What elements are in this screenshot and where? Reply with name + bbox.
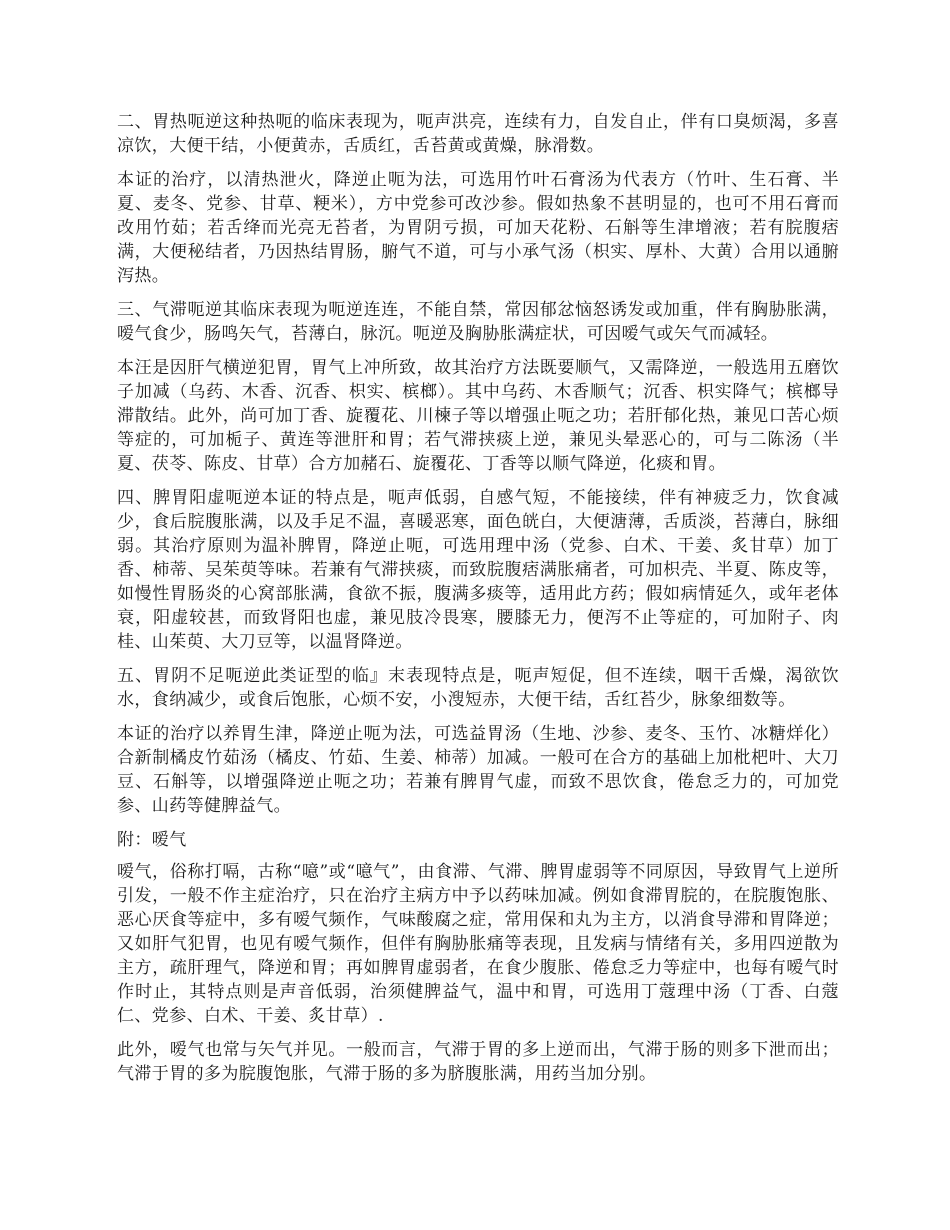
paragraph-qi-stagnation-treatment: 本汪是因肝气横逆犯胃，胃气上冲所致，故其治疗方法既要顺气，又需降逆，一般选用五磨饮子加减（乌药、木香、沉香、枳实、槟榔）。其中乌药、木香顺气；沉香、枳实降气；槟榔导滞散结。此外，尚可加丁香、旋覆花、川楝子等以增强止呃之功；若肝郁化热，兼见口苦心烦等症的，可加栀子、黄连等泄肝和胃；若气滞挟痰上逆，兼见头晕恶心的，可与二陈汤（半夏、茯苓、陈皮、甘草）合方加赭石、旋覆花、丁香等以顺气降逆，化痰和胃。 bbox=[117, 358, 839, 474]
paragraph-belching-flatus: 此外，嗳气也常与矢气并见。一般而言，气滞于胃的多上逆而出，气滞于肠的则多下泄而出；气滞于胃的多为脘腹饱胀，气滞于肠的多为脐腹胀满，用药当加分别。 bbox=[117, 1040, 839, 1084]
paragraph-stomach-heat-treatment: 本证的治疗，以清热泄火，降逆止呃为法，可选用竹叶石膏汤为代表方（竹叶、生石膏、半夏、麦冬、党参、甘草、粳米），方中党参可改沙参。假如热象不甚明显的，也可不用石膏而改用竹茹；若舌绛而光亮无苔者，为胃阴亏损，可加天花粉、石斛等生津增液；若有脘腹痞满，大便秘结者，乃因热结胃肠，腑气不道，可与小承气汤（枳实、厚朴、大黄）合用以通腑泻热。 bbox=[117, 170, 839, 286]
paragraph-stomach-yin-treatment: 本证的治疗以养胃生津，降逆止呃为法，可选益胃汤（生地、沙参、麦冬、玉竹、冰糖烊化）合新制橘皮竹茹汤（橘皮、竹茹、生姜、柿蒂）加减。一般可在合方的基础上加枇杷叶、大刀豆、石斛等，以增强降逆止呃之功；若兼有脾胃气虚，而致不思饮食，倦怠乏力的，可加党参、山药等健脾益气。 bbox=[117, 724, 839, 816]
paragraph-stomach-heat-hiccup: 二、胃热呃逆这种热呃的临床表现为，呃声洪亮，连续有力，自发自止，伴有口臭烦渴，多喜凉饮，大便干结，小便黄赤，舌质红，舌苔黄或黄燥，脉滑数。 bbox=[117, 112, 839, 156]
document-body bbox=[117, 110, 839, 1096]
paragraph-spleen-yang-deficiency: 四、脾胃阳虚呃逆本证的特点是，呃声低弱，自感气短，不能接续，伴有神疲乏力，饮食减少，食后脘腹胀满，以及手足不温，喜暖恶寒，面色㿠白，大便溏薄，舌质淡，苔薄白，脉细弱。其治疗原则为温补脾胃，降逆止呃，可选用理中汤（党参、白术、干姜、炙甘草）加丁香、柿蒂、吴茱萸等味。若兼有气滞挟痰，而致脘腹痞满胀痛者，可加枳壳、半夏、陈皮等，如慢性胃肠炎的心窝部胀满，食欲不振，腹满多痰等，适用此方药；假如病情延久，或年老体衰，阳虚较甚，而致肾阳也虚，兼见肢冷畏寒，腰膝无力，便泻不止等症的，可加附子、肉桂、山茱萸、大刀豆等，以温肾降逆。 bbox=[117, 488, 839, 652]
section-heading-belching: 附：嗳气 bbox=[117, 830, 187, 850]
paragraph-qi-stagnation-hiccup: 三、气滞呃逆其临床表现为呃逆连连，不能自禁，常因郁忿恼怒诱发或加重，伴有胸胁胀满，嗳气食少，肠鸣矢气，苔薄白，脉沉。呃逆及胸胁胀满症状，可因嗳气或矢气而减轻。 bbox=[117, 300, 839, 344]
paragraph-belching: 嗳气，俗称打嗝，古称“噫”或“噫气”，由食滞、气滞、脾胃虚弱等不同原因，导致胃气上逆所引发，一般不作主症治疗，只在治疗主病方中予以药味加减。例如食滞胃脘的，在脘腹饱胀、恶心厌食等症中，多有嗳气频作，气味酸腐之症，常用保和丸为主方，以消食导滞和胃降逆；又如肝气犯胃，也见有嗳气频作，但伴有胸胁胀痛等表现，且发病与情绪有关，多用四逆散为主方，疏肝理气，降逆和胃；再如脾胃虚弱者，在食少腹胀、倦怠乏力等症中，也每有嗳气时作时止，其特点则是声音低弱，治须健脾益气，温中和胃，可选用丁蔻理中汤（丁香、白蔻仁、党参、白术、干姜、炙甘草）. bbox=[117, 862, 839, 1026]
paragraph-stomach-yin-deficiency: 五、胃阴不足呃逆此类证型的临』末表现特点是，呃声短促，但不连续，咽干舌燥，渴欲饮水，食纳减少，或食后饱胀，心烦不安，小溲短赤，大便干结，舌红苔少，脉象细数等。 bbox=[117, 666, 839, 710]
